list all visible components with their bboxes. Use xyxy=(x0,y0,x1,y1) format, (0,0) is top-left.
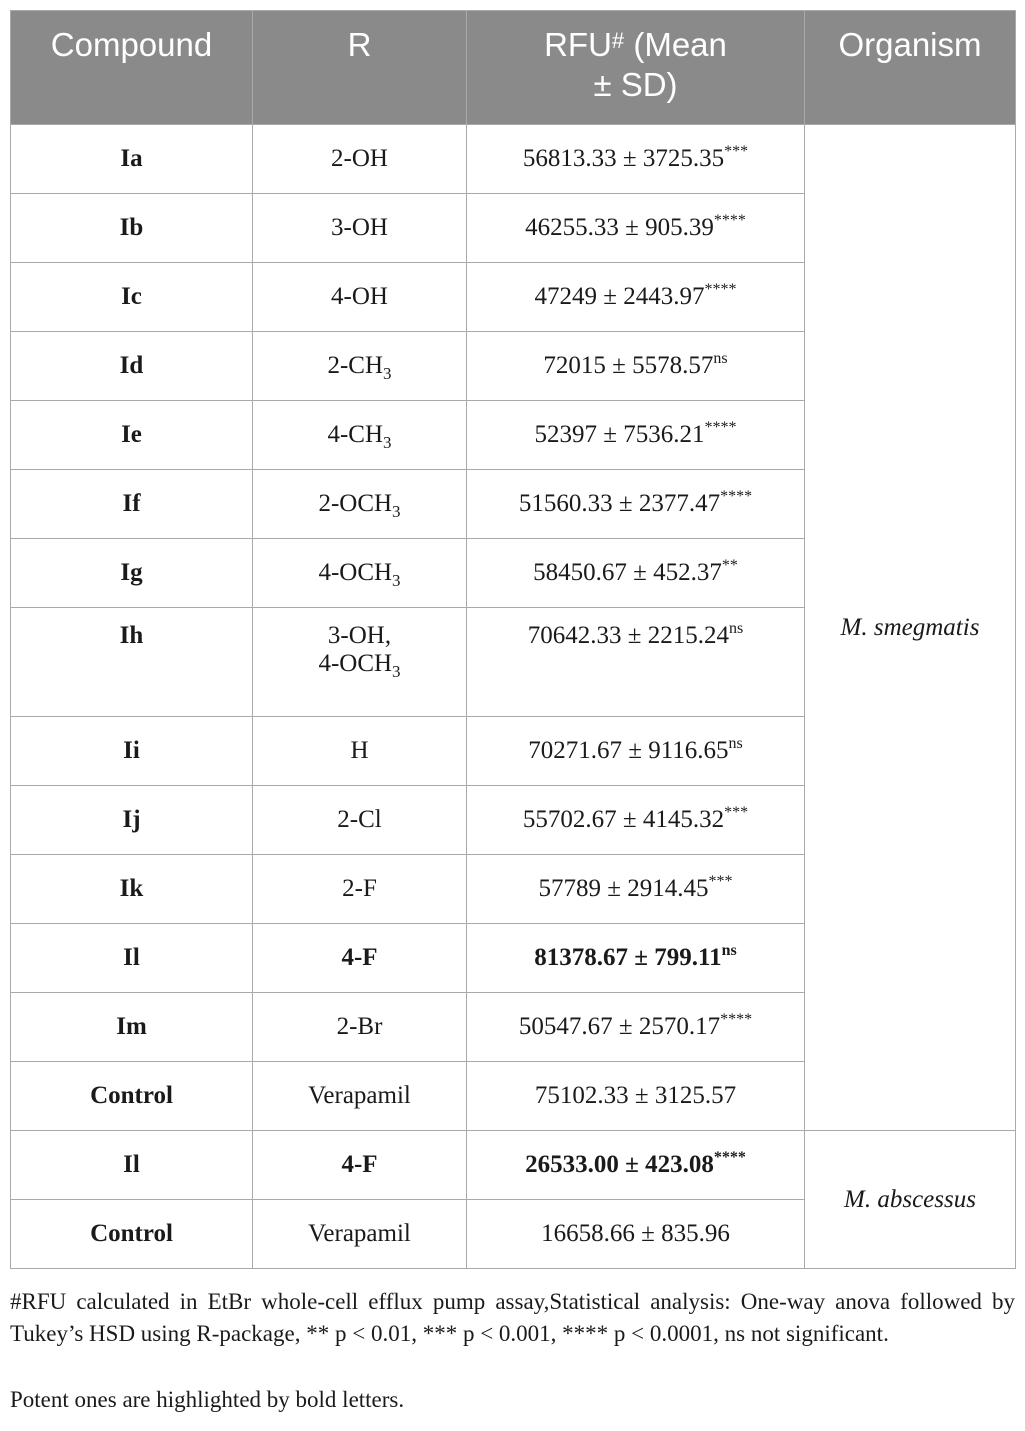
r-cell: 4-F xyxy=(253,1131,467,1200)
rfu-value: 70271.67 ± 9116.65 xyxy=(528,737,729,764)
rfu-cell xyxy=(467,401,805,470)
rfu-value: 51560.33 ± 2377.47 xyxy=(518,490,721,517)
r-cell: 2-F xyxy=(253,855,467,924)
significance-mark: ns xyxy=(713,350,728,367)
r-cell: 4-OH xyxy=(253,263,467,332)
header-rfu-label: RFU xyxy=(544,26,612,63)
rfu-cell xyxy=(467,993,805,1062)
significance-mark: *** xyxy=(724,143,749,160)
rfu-value: 75102.33 ± 3125.57 xyxy=(534,1082,737,1109)
r-cell xyxy=(253,470,467,539)
table-header-row xyxy=(11,11,1016,125)
rfu-value: 81378.67 ± 799.11 xyxy=(534,944,722,971)
rfu-cell xyxy=(467,717,805,786)
rfu-value: 57789 ± 2914.45 xyxy=(538,875,709,902)
rfu-cell xyxy=(467,855,805,924)
organism-cell-smegmatis: M. smegmatis xyxy=(805,125,1016,1131)
significance-mark: ns xyxy=(729,620,744,637)
rfu-value: 50547.67 ± 2570.17 xyxy=(518,1013,721,1040)
rfu-cell xyxy=(467,470,805,539)
rfu-table xyxy=(10,10,1016,1269)
r-cell: 3-OH xyxy=(253,194,467,263)
significance-mark: **** xyxy=(704,419,737,436)
rfu-cell xyxy=(467,1200,805,1269)
r-cell xyxy=(253,608,467,717)
rfu-value: 72015 ± 5578.57 xyxy=(543,352,714,379)
compound-cell: Il xyxy=(11,924,253,993)
compound-cell: Control xyxy=(11,1062,253,1131)
r-text: 3-OH, xyxy=(327,622,392,649)
rfu-value: 47249 ± 2443.97 xyxy=(534,283,705,310)
header-rfu-sup: # xyxy=(611,28,625,53)
significance-mark: **** xyxy=(720,488,753,505)
rfu-cell xyxy=(467,539,805,608)
r-text-line2: 4-OCH xyxy=(318,650,393,677)
r-cell: 2-Cl xyxy=(253,786,467,855)
r-cell: H xyxy=(253,717,467,786)
table-row xyxy=(11,125,1016,194)
significance-mark: ** xyxy=(721,557,738,574)
rfu-cell xyxy=(467,786,805,855)
significance-mark: **** xyxy=(720,1011,753,1028)
rfu-cell xyxy=(467,1131,805,1200)
rfu-value: 52397 ± 7536.21 xyxy=(534,421,705,448)
compound-cell: Ik xyxy=(11,855,253,924)
r-cell: 2-OH xyxy=(253,125,467,194)
rfu-value: 46255.33 ± 905.39 xyxy=(525,214,714,241)
significance-mark: *** xyxy=(708,873,733,890)
rfu-value: 26533.00 ± 423.08 xyxy=(525,1151,714,1178)
rfu-cell xyxy=(467,924,805,993)
r-subscript: 3 xyxy=(383,364,392,383)
header-r: R xyxy=(253,11,467,125)
r-cell xyxy=(253,332,467,401)
compound-cell: Id xyxy=(11,332,253,401)
r-subscript: 3 xyxy=(383,433,392,452)
rfu-value: 58450.67 ± 452.37 xyxy=(533,559,722,586)
header-organism: Organism xyxy=(805,11,1016,125)
rfu-cell xyxy=(467,263,805,332)
significance-mark: ns xyxy=(721,942,737,959)
rfu-cell xyxy=(467,332,805,401)
footnote-statistics: #RFU calculated in EtBr whole-cell efflux pump assay,Statistical analysis: One-way anova followed by Tukey’s HSD using R-package, ** p < 0.01, *** p < 0.001, **** p < 0.0001, ns not significant. xyxy=(10,1289,1015,1346)
rfu-value: 56813.33 ± 3725.35 xyxy=(522,145,725,172)
rfu-cell xyxy=(467,194,805,263)
compound-cell: Ii xyxy=(11,717,253,786)
r-text: 2-CH xyxy=(327,352,384,379)
compound-cell: Im xyxy=(11,993,253,1062)
compound-cell: Ih xyxy=(11,608,253,717)
compound-cell: Ie xyxy=(11,401,253,470)
r-text: 2-OCH xyxy=(318,490,393,517)
compound-cell: Ic xyxy=(11,263,253,332)
significance-mark: ns xyxy=(728,735,743,752)
header-rfu xyxy=(467,11,805,125)
compound-cell: Ib xyxy=(11,194,253,263)
significance-mark: **** xyxy=(704,281,737,298)
r-cell: 2-Br xyxy=(253,993,467,1062)
rfu-value: 16658.66 ± 835.96 xyxy=(541,1220,730,1247)
compound-cell: Il xyxy=(11,1131,253,1200)
significance-mark: *** xyxy=(724,804,749,821)
rfu-cell xyxy=(467,1062,805,1131)
header-rfu-sd: ± SD) xyxy=(593,66,678,103)
significance-mark: **** xyxy=(713,212,746,229)
r-cell: 4-F xyxy=(253,924,467,993)
r-text: 4-CH xyxy=(327,421,384,448)
header-compound: Compound xyxy=(11,11,253,125)
header-rfu-mean: (Mean xyxy=(624,26,727,63)
r-subscript: 3 xyxy=(392,502,401,521)
r-text: 4-OCH xyxy=(318,559,393,586)
r-cell: Verapamil xyxy=(253,1200,467,1269)
rfu-value: 70642.33 ± 2215.24 xyxy=(527,622,729,649)
footnote-potent: Potent ones are highlighted by bold letters. xyxy=(10,1387,405,1412)
rfu-value: 55702.67 ± 4145.32 xyxy=(522,806,725,833)
rfu-cell xyxy=(467,608,805,717)
organism-cell-abscessus: M. abscessus xyxy=(805,1131,1016,1269)
significance-mark: **** xyxy=(713,1149,746,1166)
compound-cell: If xyxy=(11,470,253,539)
r-cell xyxy=(253,539,467,608)
compound-cell: Ig xyxy=(11,539,253,608)
r-subscript: 3 xyxy=(392,662,401,681)
r-cell xyxy=(253,401,467,470)
r-cell: Verapamil xyxy=(253,1062,467,1131)
r-subscript: 3 xyxy=(392,571,401,590)
compound-cell: Ia xyxy=(11,125,253,194)
compound-cell: Control xyxy=(11,1200,253,1269)
compound-cell: Ij xyxy=(11,786,253,855)
rfu-cell xyxy=(467,125,805,194)
table-row-potent xyxy=(11,1131,1016,1200)
